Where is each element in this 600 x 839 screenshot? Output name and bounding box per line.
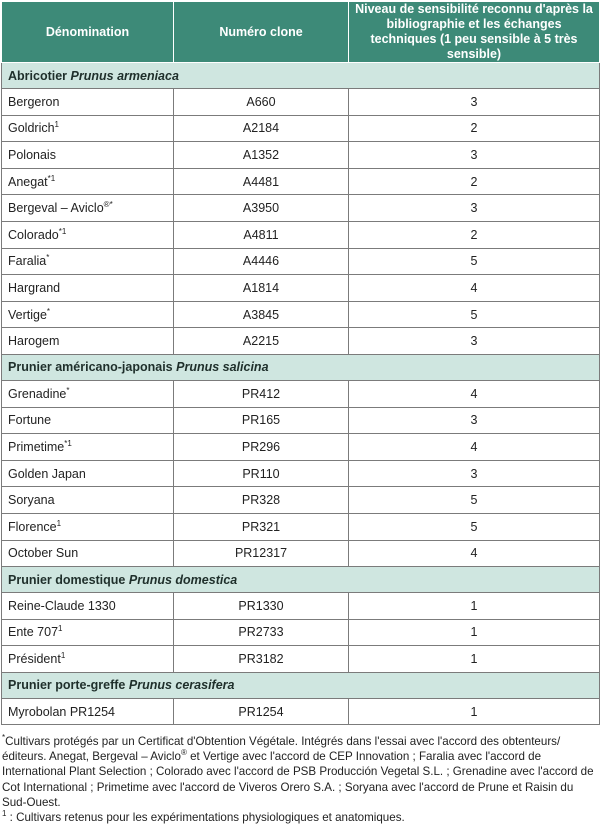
cultivar-name: Myrobolan PR1254 [8,704,116,719]
table-row [2,195,600,222]
table-row [2,89,600,116]
cell-sensitivity-level: 3 [349,142,600,169]
cultivar-mark: 1 [54,120,59,130]
cell-denomination [2,460,174,487]
cultivar-mark: * [46,306,51,316]
section-common-name: Prunier américano-japonais [8,360,173,375]
section-species: Prunus armeniaca [70,68,179,83]
cell-clone-number: PR110 [174,460,349,487]
cell-clone-number: A2184 [174,115,349,142]
sensitivity-table [1,1,600,725]
table-row [2,115,600,142]
cell-sensitivity-level: 1 [349,698,600,725]
cell-denomination [2,593,174,620]
section-label [2,63,600,89]
cultivar-name: Reine-Claude 1330 [8,598,116,613]
table-body [2,63,600,725]
section-species: Prunus cerasifera [128,678,235,693]
cultivar-mark: * [46,253,50,263]
cell-sensitivity-level: 5 [349,248,600,275]
section-common-name: Prunier porte-greffe [8,678,126,693]
table-row [2,540,600,567]
section-label [2,672,600,698]
cultivar-mark: * [66,385,70,395]
cell-denomination [2,248,174,275]
cell-sensitivity-level: 3 [349,89,600,116]
cultivar-name: Vertige [8,307,47,322]
cell-denomination [2,89,174,116]
cell-denomination [2,168,174,195]
cell-denomination [2,698,174,725]
cell-denomination [2,328,174,355]
cultivar-name: Bergeron [8,94,60,109]
cell-denomination [2,221,174,248]
cultivar-name: Primetime [8,439,65,454]
table-row [2,434,600,461]
cultivar-mark: *1 [47,173,56,183]
table-row [2,328,600,355]
cell-sensitivity-level: 3 [349,195,600,222]
cultivar-mark: 1 [60,650,66,660]
cell-sensitivity-level: 2 [349,115,600,142]
cultivar-name: Polonais [8,147,56,162]
table-row [2,248,600,275]
cell-sensitivity-level: 4 [349,275,600,302]
footnote-one-mark: 1 [2,809,7,819]
header-clone-number: Numéro clone [174,2,349,63]
cell-denomination [2,540,174,567]
cell-denomination [2,275,174,302]
cell-clone-number: PR3182 [174,646,349,673]
cell-sensitivity-level: 2 [349,221,600,248]
cultivar-name: Fortune [8,413,52,428]
footnote-star-text-b: et Vertige avec l'accord de CEP Innovation ; Faralia avec l'accord de International Plant Selection ; Colorado avec l'accord de PSB Producción Vegetal S.L. ; Grenadine avec l'accord de Cot International ; Primetime avec l'accord de Viveros Orero S.A. ; Soryana avec l'accord de Prune et Raisin du Sud-Ouest. [2,750,594,809]
cell-clone-number: A660 [174,89,349,116]
cultivar-name: Soryana [8,493,55,508]
cell-denomination [2,434,174,461]
cell-sensitivity-level: 5 [349,301,600,328]
table-row [2,619,600,646]
cell-clone-number: PR321 [174,513,349,540]
cell-clone-number: PR2733 [174,619,349,646]
header-row [2,2,600,63]
cultivar-name: Goldrich [8,121,55,136]
cell-clone-number: A1352 [174,142,349,169]
cultivar-name: Ente 707 [8,625,59,640]
footnote-star-text-a: Cultivars protégés par un Certificat d'Obtention Végétale. Intégrés dans l'essai avec l'accord des obtenteurs/éditeurs. Anegat, Bergeval – Aviclo [2,735,561,764]
cultivar-name: Grenadine [8,386,67,401]
table-row [2,460,600,487]
cell-denomination [2,115,174,142]
cultivar-mark: 1 [56,518,62,528]
cell-clone-number: A2215 [174,328,349,355]
header-denomination: Dénomination [2,2,174,63]
cell-sensitivity-level: 5 [349,487,600,514]
cell-clone-number: PR165 [174,407,349,434]
cell-sensitivity-level: 3 [349,407,600,434]
cell-clone-number: PR12317 [174,540,349,567]
header-sensitivity-level: Niveau de sensibilité reconnu d'après la bibliographie et les échanges techniques (1 peu sensible à 5 très sensible) [349,2,600,63]
cultivar-name: Faralia [8,254,47,269]
cultivar-name: Président [8,652,61,667]
footnote-selected [2,810,598,825]
cell-sensitivity-level: 3 [349,328,600,355]
table-row [2,487,600,514]
table-row [2,513,600,540]
cell-clone-number: A1814 [174,275,349,302]
cell-clone-number: PR328 [174,487,349,514]
section-row [2,63,600,89]
cultivar-name: Harogem [8,334,60,349]
cell-sensitivity-level: 1 [349,646,600,673]
footnotes [2,734,598,825]
cell-clone-number: A3845 [174,301,349,328]
cultivar-mark: *1 [64,438,72,448]
cultivar-name: Anegat [8,174,48,189]
section-row [2,354,600,380]
section-species: Prunus domestica [128,572,238,587]
cell-sensitivity-level: 4 [349,434,600,461]
section-row [2,567,600,593]
cell-sensitivity-level: 4 [349,380,600,407]
table-row [2,407,600,434]
cell-sensitivity-level: 1 [349,593,600,620]
cultivar-mark: 1 [58,624,63,634]
cell-denomination [2,619,174,646]
cell-sensitivity-level: 4 [349,540,600,567]
cell-clone-number: PR296 [174,434,349,461]
cell-denomination [2,195,174,222]
section-common-name: Abricotier [8,68,68,83]
section-common-name: Prunier domestique [8,572,126,587]
cell-clone-number: A4446 [174,248,349,275]
table-row [2,168,600,195]
cell-clone-number: A4481 [174,168,349,195]
section-species: Prunus salicina [176,360,269,375]
cell-clone-number: A4811 [174,221,349,248]
table-row [2,380,600,407]
cultivar-mark: ®* [103,200,113,210]
table-row [2,275,600,302]
cell-sensitivity-level: 3 [349,460,600,487]
cell-clone-number: A3950 [174,195,349,222]
table-row [2,221,600,248]
footnote-star-mark: * [2,733,6,743]
cell-denomination [2,513,174,540]
footnote-registered-mark: ® [180,748,187,758]
table-row [2,142,600,169]
cell-sensitivity-level: 2 [349,168,600,195]
cell-denomination [2,301,174,328]
cultivar-name: Colorado [8,227,59,242]
cell-clone-number: PR1254 [174,698,349,725]
cell-denomination [2,646,174,673]
table-row [2,593,600,620]
cell-denomination [2,142,174,169]
section-label [2,567,600,593]
cultivar-name: October Sun [8,546,79,561]
table-row [2,698,600,725]
table-row [2,301,600,328]
cultivar-name: Golden Japan [8,466,86,481]
cultivar-name: Florence [8,519,57,534]
cell-denomination [2,487,174,514]
section-row [2,672,600,698]
cell-sensitivity-level: 1 [349,619,600,646]
cell-clone-number: PR1330 [174,593,349,620]
cell-denomination [2,380,174,407]
footnote-protected [2,734,598,810]
cell-sensitivity-level: 5 [349,513,600,540]
section-label [2,354,600,380]
table-row [2,646,600,673]
cultivar-name: Hargrand [8,280,61,295]
cell-clone-number: PR412 [174,380,349,407]
footnote-one-text: : Cultivars retenus pour les expérimentations physiologiques et anatomiques. [6,811,405,825]
cultivar-name: Bergeval – Aviclo [8,201,104,216]
cell-denomination [2,407,174,434]
cultivar-mark: *1 [58,226,67,236]
